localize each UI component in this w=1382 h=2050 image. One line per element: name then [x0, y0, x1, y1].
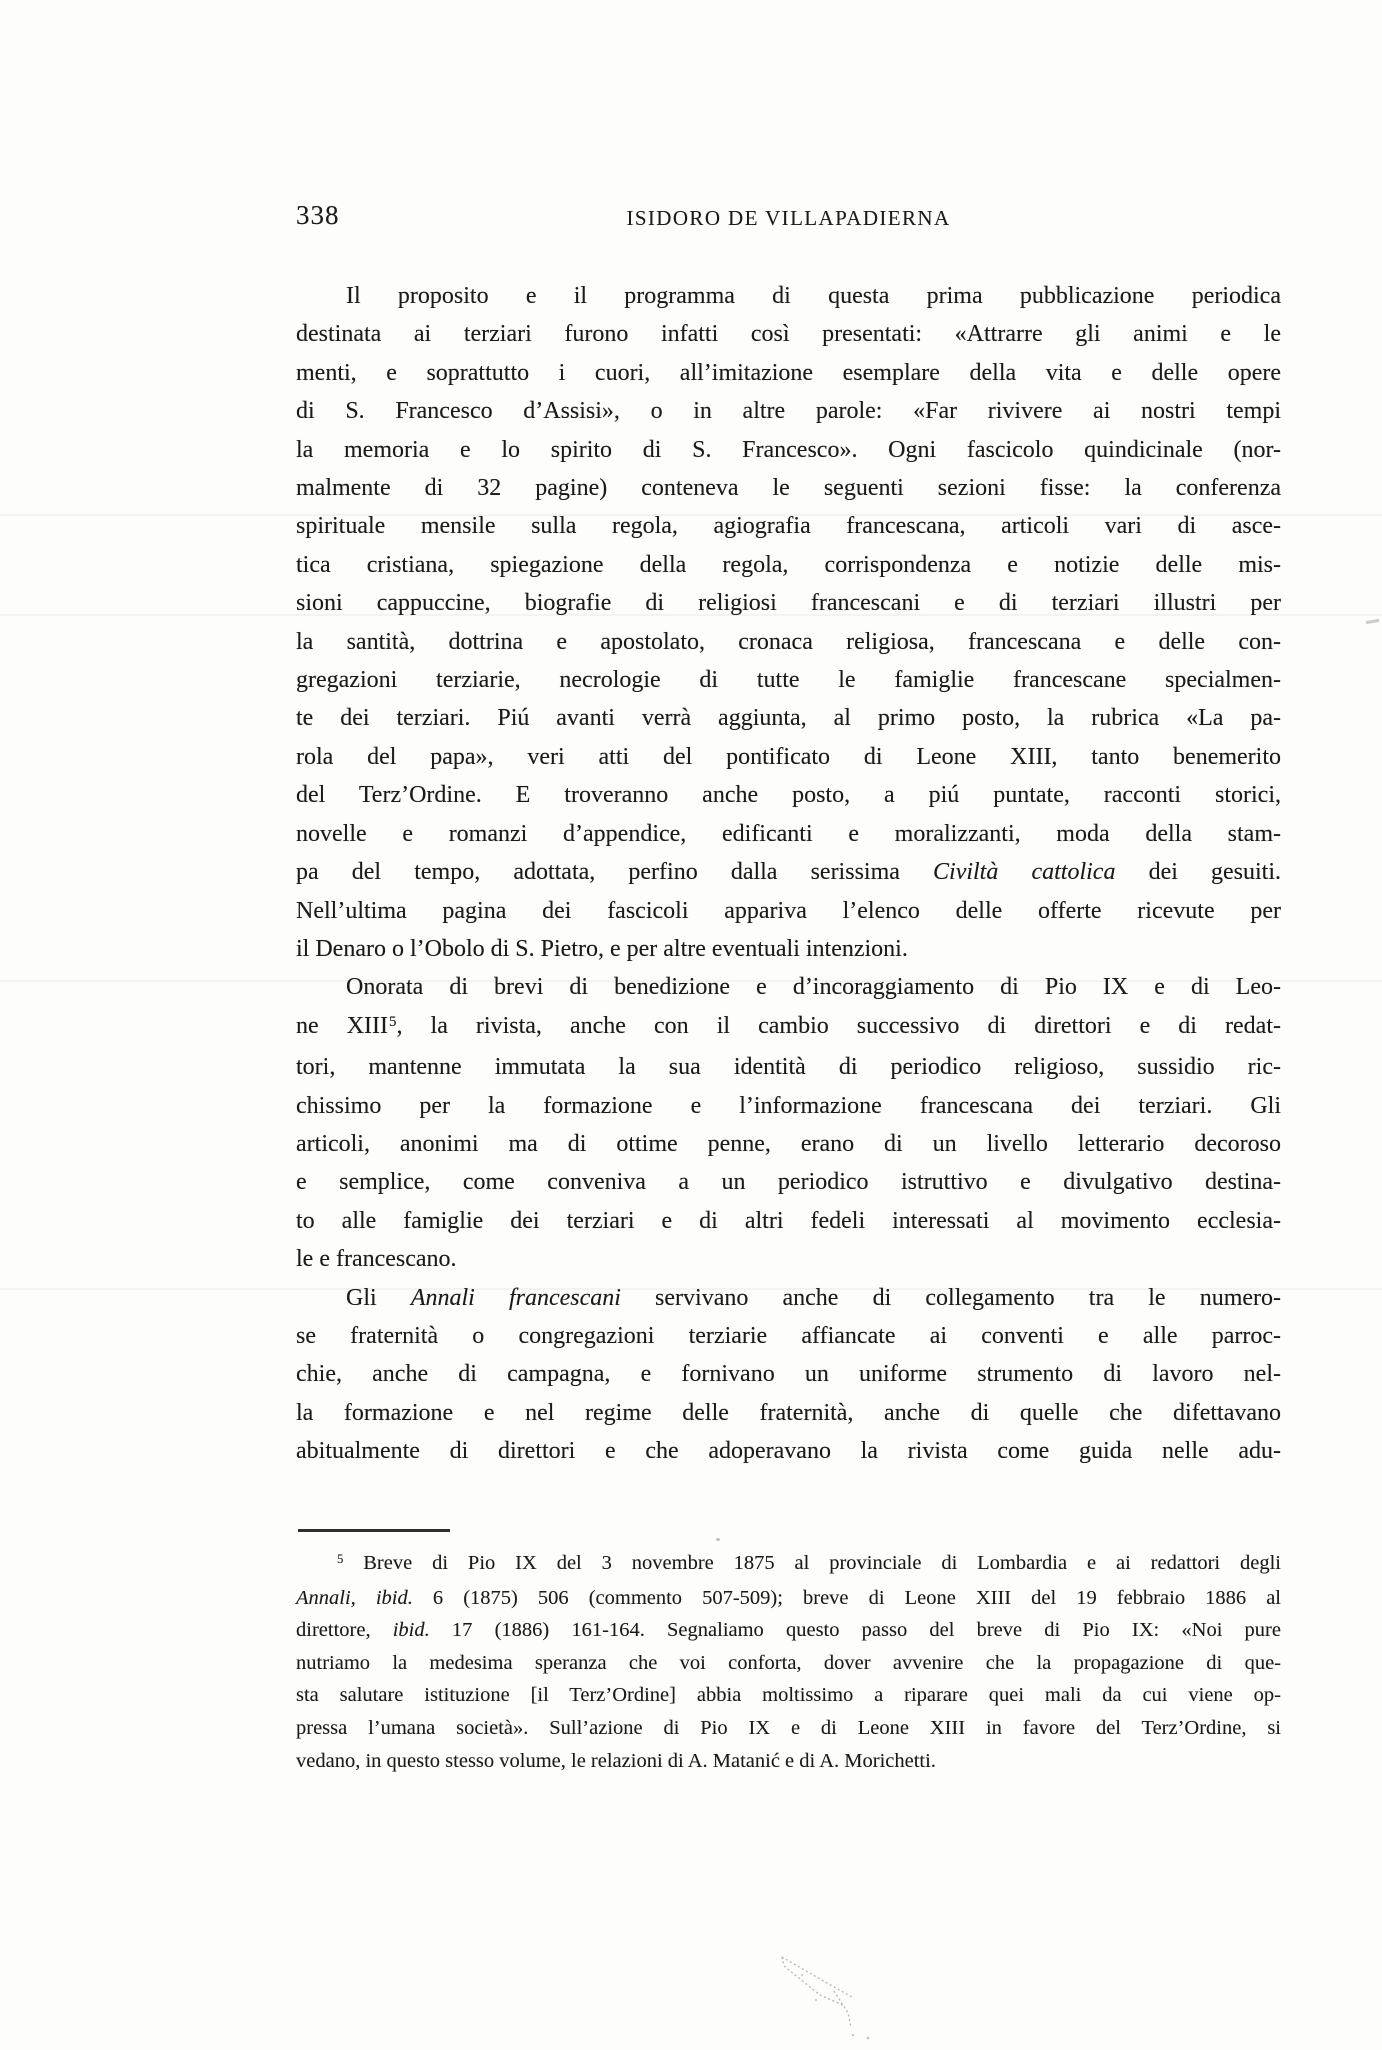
scan-mark — [1366, 619, 1379, 624]
text-line: to alle famiglie dei terziari e di altri fedeli interessati al movimento ecclesia- — [296, 1207, 1281, 1234]
running-header: ISIDORO DE VILLAPADIERNA — [626, 206, 951, 230]
page-number: 338 — [296, 200, 340, 230]
text-line: di S. Francesco d’Assisi», o in altre parole: «Far rivivere ai nostri tempi — [296, 398, 1281, 425]
text-line: Onorata di brevi di benedizione e d’incoraggiamento di Pio IX e di Leo- — [346, 974, 1281, 1001]
text-line: tori, mantenne immutata la sua identità di periodico religioso, sussidio ric- — [296, 1054, 1281, 1081]
text-line: del Terz’Ordine. E troveranno anche posto, a piú puntate, racconti storici, — [296, 782, 1281, 809]
text-line: e semplice, come conveniva a un periodico istruttivo e divulgativo destina- — [296, 1169, 1281, 1196]
text-line: sioni cappuccine, biografie di religiosi francescani e di terziari illustri per — [296, 590, 1281, 617]
text-line: menti, e soprattutto i cuori, all’imitazione esemplare della vita e delle opere — [296, 359, 1281, 386]
text-line: malmente di 32 pagine) conteneva le seguenti sezioni fisse: la conferenza — [296, 475, 1281, 502]
text-line: Annali, ibid. 6 (1875) 506 (commento 507-509); breve di Leone XIII del 19 febbraio 1886 al — [296, 1586, 1281, 1609]
text-line: pa del tempo, adottata, perfino dalla serissima Civiltà cattolica dei gesuiti. — [296, 859, 1282, 886]
text-line: Il proposito e il programma di questa prima pubblicazione periodica — [346, 283, 1281, 309]
text-line: Gli Annali francescani servivano anche di collegamento tra le numero- — [346, 1284, 1282, 1311]
text-line: vedano, in questo stesso volume, le relazioni di A. Matanić e di A. Morichetti. — [296, 1749, 936, 1772]
text-line: Nell’ultima pagina dei fascicoli appariva l’elenco delle offerte ricevute per — [296, 897, 1281, 924]
body-text — [296, 277, 1281, 1471]
text-line: il Denaro o l’Obolo di S. Pietro, e per altre eventuali intenzioni. — [296, 935, 908, 962]
text-line: tica cristiana, spiegazione della regola, corrispondenza e notizie delle mis- — [296, 551, 1281, 578]
text-line: chie, anche di campagna, e fornivano un uniforme strumento di lavoro nel- — [296, 1361, 1281, 1388]
footnote-text — [296, 1547, 1281, 1777]
ink-speck — [716, 1538, 720, 1541]
text-line: articoli, anonimi ma di ottime penne, erano di un livello letterario decoroso — [296, 1130, 1281, 1157]
text-line: novelle e romanzi d’appendice, edificanti e moralizzanti, moda della stam- — [296, 820, 1281, 847]
text-line: spirituale mensile sulla regola, agiografia francescana, articoli vari di asce- — [296, 513, 1281, 540]
text-line: la memoria e lo spirito di S. Francesco». Ogni fascicolo quindicinale (nor- — [296, 436, 1281, 463]
text-line: la formazione e nel regime delle fraternità, anche di quelle che difettavano — [296, 1399, 1281, 1426]
text-line: chissimo per la formazione e l’informazione francescana dei terziari. Gli — [296, 1092, 1281, 1119]
text-line: le e francescano. — [296, 1246, 457, 1273]
text-line: $^5$ Breve di Pio IX del 3 novembre 1875 al provinciale di Lombardia e ai redattori degli — [337, 1551, 1281, 1574]
text-line: rola del papa», veri atti del pontificato di Leone XIII, tanto benemerito — [296, 743, 1281, 770]
text-line: nutriamo la medesima speranza che voi conforta, dover avvenire che la propagazione di que- — [296, 1651, 1281, 1674]
text-line: la santità, dottrina e apostolato, cronaca religiosa, francescana e delle con- — [296, 628, 1281, 655]
text-line: direttore, ibid. 17 (1886) 161-164. Segnaliamo questo passo del breve di Pio IX: «Noi pure — [296, 1619, 1281, 1642]
footnote-rule — [298, 1529, 450, 1532]
text-line: gregazioni terziarie, necrologie di tutte le famiglie francescane specialmen- — [296, 667, 1281, 694]
pencil-smudge-icon — [772, 1945, 892, 2045]
text-line: se fraternità o congregazioni terziarie affiancate ai conventi e alle parroc- — [296, 1322, 1281, 1349]
text-line: ne XIII$^5$, la rivista, anche con il cambio successivo di direttori e di redat- — [296, 1012, 1281, 1039]
text-line: destinata ai terziari furono infatti così presentati: «Attrarre gli animi e le — [296, 321, 1281, 348]
text-line: te dei terziari. Piú avanti verrà aggiunta, al primo posto, la rubrica «La pa- — [296, 705, 1281, 732]
text-line: abitualmente di direttori e che adoperavano la rivista come guida nelle adu- — [296, 1438, 1281, 1465]
text-line: sta salutare istituzione [il Terz’Ordine] abbia moltissimo a riparare quei mali da cui viene op- — [296, 1684, 1281, 1707]
text-line: pressa l’umana società». Sull’azione di Pio IX e di Leone XIII in favore del Terz’Ordine, si — [296, 1716, 1281, 1739]
